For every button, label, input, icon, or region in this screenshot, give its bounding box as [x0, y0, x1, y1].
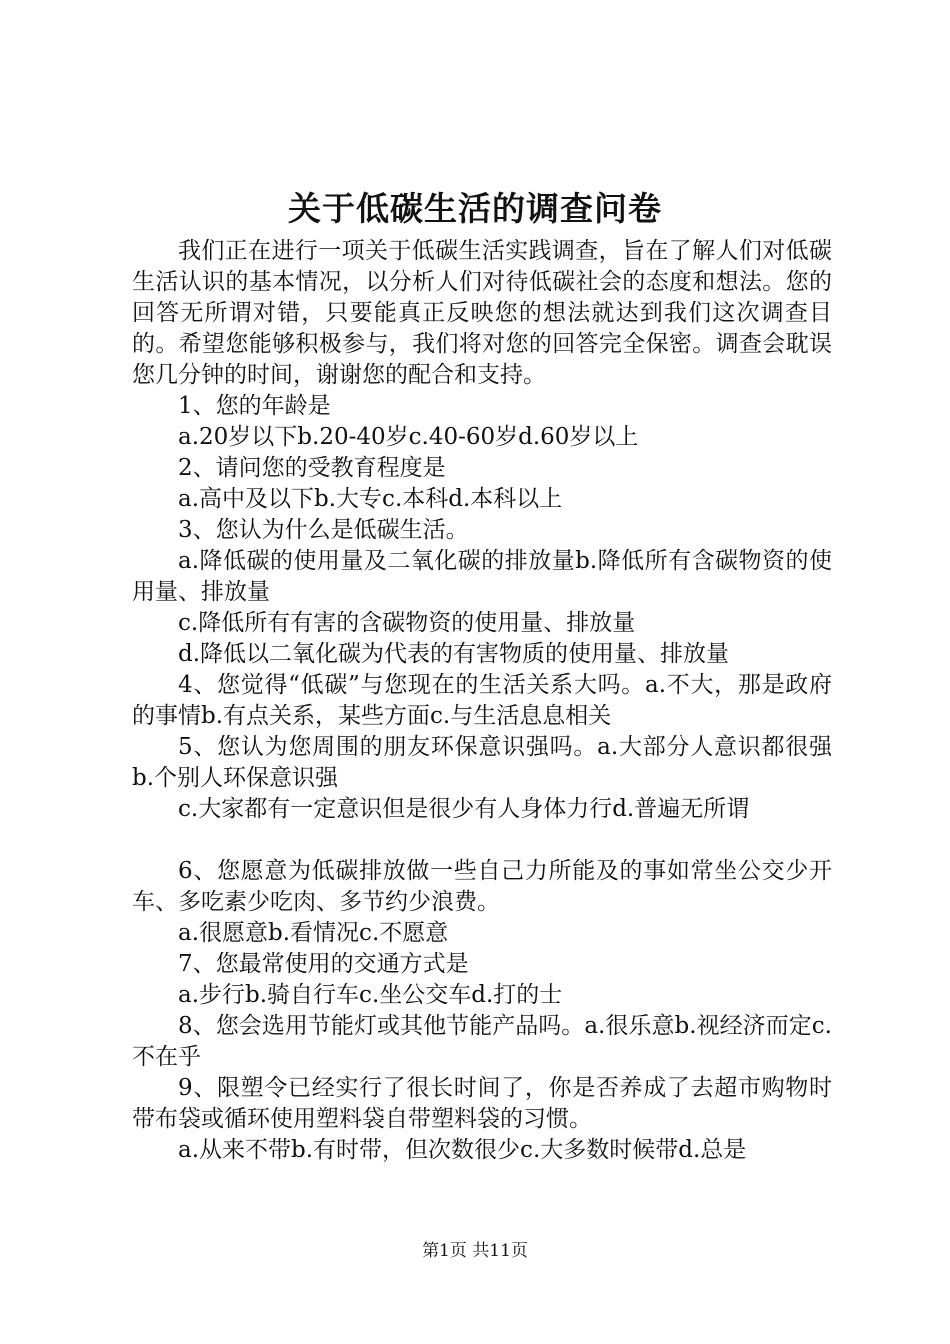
options-2: a.高中及以下b.大专c.本科d.本科以上 [178, 486, 563, 512]
option-3d: d.降低以二氧化碳为代表的有害物质的使用量、排放量 [178, 641, 730, 667]
question-8: 8、您会选用节能灯或其他节能产品吗。a.很乐意b.视经济而定c.不在乎 [132, 1013, 832, 1070]
question-4: 4、您觉得“低碳”与您现在的生活关系大吗。a.不大，那是政府的事情b.有点关系，某些方面c.与生活息息相关 [132, 672, 832, 729]
question-5: 5、您认为您周围的朋友环保意识强吗。a.大部分人意识都很强b.个别人环保意识强 [132, 734, 832, 791]
question-3: 3、您认为什么是低碳生活。 [178, 517, 469, 543]
question-2: 2、请问您的受教育程度是 [178, 455, 446, 481]
options-1: a.20岁以下b.20-40岁c.40-60岁d.60岁以上 [178, 424, 639, 450]
page-number: 第1页 共11页 [422, 1241, 528, 1261]
document-title: 关于低碳生活的调查问卷 [288, 189, 662, 228]
document-body [132, 236, 832, 1166]
question-9: 9、限塑令已经实行了很长时间了，你是否养成了去超市购物时带布袋或循环使用塑料袋自带塑料袋的习惯。 [132, 1075, 832, 1132]
option-3c: c.降低所有有害的含碳物资的使用量、排放量 [178, 610, 636, 636]
intro-paragraph: 我们正在进行一项关于低碳生活实践调查，旨在了解人们对低碳生活认识的基本情况，以分析人们对待低碳社会的态度和想法。您的回答无所谓对错，只要能真正反映您的想法就达到我们这次调查目的。希望您能够积极参与，我们将对您的回答完全保密。调查会耽误您几分钟的时间，谢谢您的配合和支持。 [132, 238, 832, 388]
options-7: a.步行b.骑自行车c.坐公交车d.打的士 [178, 982, 563, 1008]
option-5c-5d: c.大家都有一定意识但是很少有人身体力行d.普遍无所谓 [178, 796, 750, 822]
options-9: a.从来不带b.有时带，但次数很少c.大多数时候带d.总是 [178, 1137, 747, 1163]
options-6: a.很愿意b.看情况c.不愿意 [178, 920, 449, 946]
question-1: 1、您的年龄是 [178, 393, 331, 419]
option-3a-3b: a.降低碳的使用量及二氧化碳的排放量b.降低所有含碳物资的使用量、排放量 [132, 548, 832, 605]
question-7: 7、您最常使用的交通方式是 [178, 951, 469, 977]
question-6: 6、您愿意为低碳排放做一些自己力所能及的事如常坐公交少开车、多吃素少吃肉、多节约少浪费。 [132, 858, 832, 915]
blank-line [132, 825, 832, 856]
